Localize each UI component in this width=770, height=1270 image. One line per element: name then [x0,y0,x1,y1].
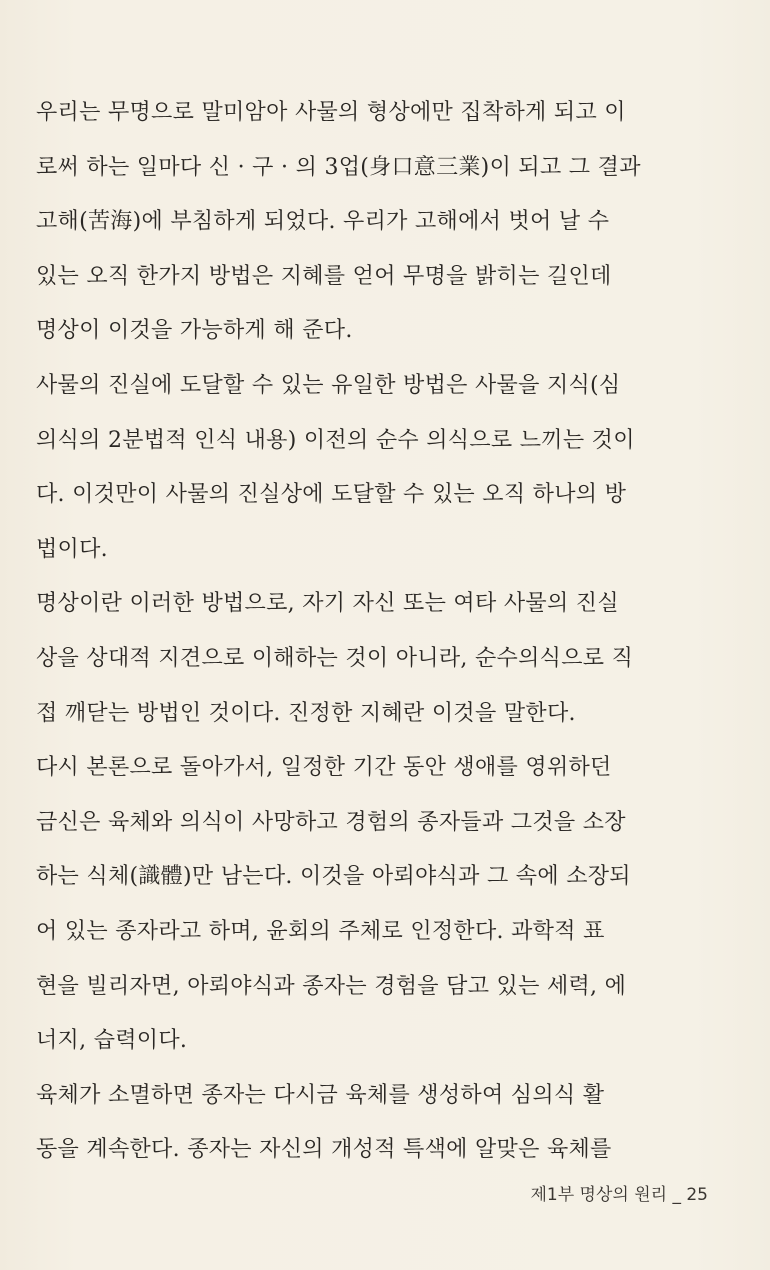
body-text [36,86,716,1178]
text-line: 법이다. [36,536,108,562]
text-line: 다시 본론으로 돌아가서, 일정한 기간 동안 생애를 영위하던 [36,755,612,781]
text-line: 로써 하는 일마다 신 · 구 · 의 3업(身口意三業)이 되고 그 결과 [36,154,641,180]
text-line: 접 깨닫는 방법인 것이다. 진정한 지혜란 이것을 말한다. [36,700,576,726]
text-line: 다. 이것만이 사물의 진실상에 도달할 수 있는 오직 하나의 방 [36,482,627,508]
text-line: 동을 계속한다. 종자는 자신의 개성적 특색에 알맞은 육체를 [36,1137,612,1163]
text-line: 하는 식체(識體)만 남는다. 이것을 아뢰야식과 그 속에 소장되 [36,864,631,890]
text-line: 명상이 이것을 가능하게 해 준다. [36,318,353,344]
text-line: 너지, 습력이다. [36,1028,188,1054]
text-line: 어 있는 종자라고 하며, 윤회의 주체로 인정한다. 과학적 표 [36,918,605,944]
text-line: 현을 빌리자면, 아뢰야식과 종자는 경험을 담고 있는 세력, 에 [36,973,627,999]
text-line: 고해(苦海)에 부침하게 되었다. 우리가 고해에서 벗어 날 수 [36,209,610,235]
text-line: 금신은 육체와 의식이 사망하고 경험의 종자들과 그것을 소장 [36,809,626,835]
text-line: 있는 오직 한가지 방법은 지혜를 얻어 무명을 밝히는 길인데 [36,263,612,289]
text-line: 상을 상대적 지견으로 이해하는 것이 아니라, 순수의식으로 직 [36,645,634,671]
page-footer-running-head: 제1부 명상의 원리 _ 25 [530,1185,708,1205]
text-line: 명상이란 이러한 방법으로, 자기 자신 또는 여타 사물의 진실 [36,591,619,617]
text-line: 육체가 소멸하면 종자는 다시금 육체를 생성하여 심의식 활 [36,1082,605,1108]
text-line: 의식의 2분법적 인식 내용) 이전의 순수 의식으로 느끼는 것이 [36,427,635,453]
text-line: 사물의 진실에 도달할 수 있는 유일한 방법은 사물을 지식(심 [36,372,621,398]
text-line: 우리는 무명으로 말미암아 사물의 형상에만 집착하게 되고 이 [36,100,626,125]
